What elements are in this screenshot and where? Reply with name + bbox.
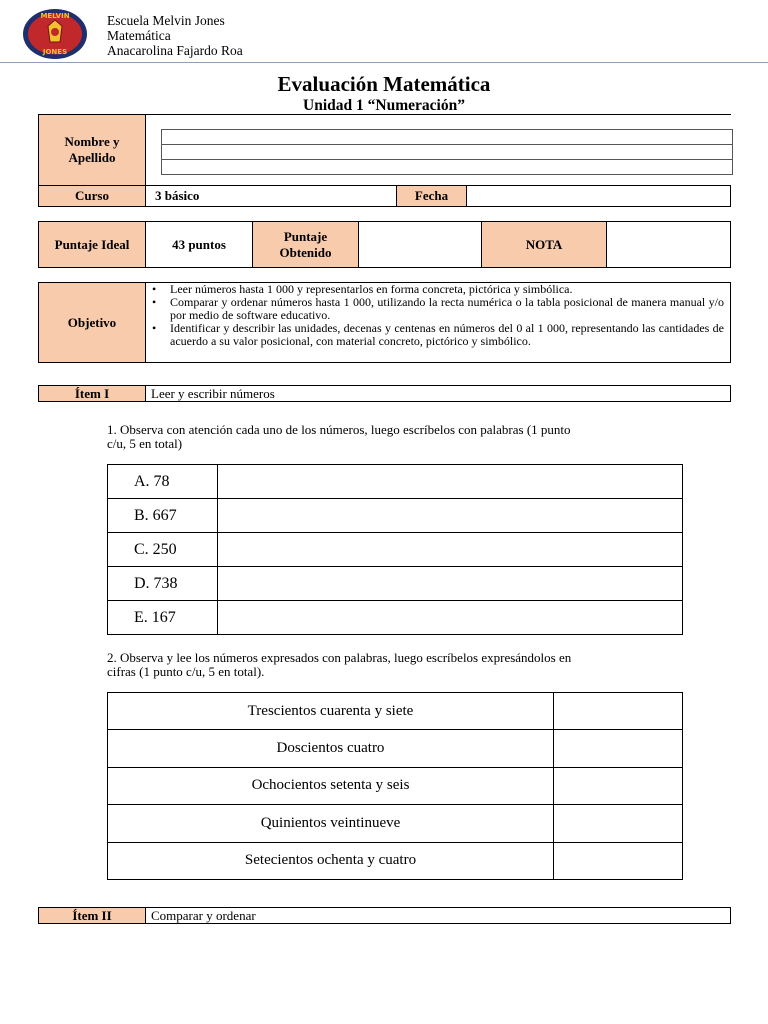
question-2-prompt: 2. Observa y lee los números expresados con palabras, luego escríbelos expresándolos en cifras (1 punto c/u, 5 en total). (107, 650, 572, 679)
item-1-title: Leer y escribir números (146, 386, 731, 402)
words-to-numbers-table (107, 692, 683, 880)
number-label: B. 667 (108, 499, 218, 533)
word-label: Setecientos ochenta y cuatro (108, 842, 554, 879)
name-input-line-1[interactable] (161, 129, 733, 145)
table-row (108, 601, 683, 635)
table-row (108, 533, 683, 567)
word-label: Trescientos cuarenta y siete (108, 693, 554, 730)
answer-cell[interactable] (218, 533, 683, 567)
page-title: Evaluación Matemática (277, 72, 491, 96)
student-info-table (38, 114, 731, 207)
subject-name: Matemática (107, 28, 171, 43)
date-field[interactable] (467, 186, 731, 207)
table-row (108, 499, 683, 533)
ideal-score-label: Puntaje Ideal (39, 222, 146, 268)
objective-list (146, 283, 730, 350)
answer-cell[interactable] (554, 805, 683, 842)
table-row (108, 805, 683, 842)
table-row (108, 693, 683, 730)
course-label: Curso (39, 186, 146, 207)
page-subtitle: Unidad 1 “Numeración” (303, 97, 465, 114)
objective-item: • Leer números hasta 1 000 y representarlos en forma concreta, pictórica y simbólica. (170, 283, 724, 296)
numbers-to-words-table (107, 464, 683, 635)
table-row (108, 767, 683, 804)
objective-table (38, 282, 731, 363)
grade-field[interactable] (607, 222, 731, 268)
table-row (108, 567, 683, 601)
name-label: Nombre y Apellido (39, 115, 146, 186)
header-text (107, 13, 243, 58)
obtained-score-label: Puntaje Obtenido (253, 222, 359, 268)
objective-item: • Comparar y ordenar números hasta 1 000, utilizando la recta numérica o la tabla posicional de manera manual y/o por medio de software educativo. (170, 296, 724, 322)
question-1-prompt: 1. Observa con atención cada uno de los números, luego escríbelos con palabras (1 punto c/u, 5 en total) (107, 422, 571, 451)
school-name: Escuela Melvin Jones (107, 13, 225, 28)
word-label: Quinientos veintinueve (108, 805, 554, 842)
name-input-line-2[interactable] (161, 144, 733, 160)
item-2-title: Comparar y ordenar (146, 908, 731, 924)
table-row (108, 465, 683, 499)
score-table (38, 221, 731, 268)
answer-cell[interactable] (218, 465, 683, 499)
answer-cell[interactable] (218, 601, 683, 635)
name-field[interactable] (146, 115, 731, 186)
grade-label: NOTA (482, 222, 607, 268)
objective-content (146, 283, 731, 363)
item-2-header (38, 907, 731, 924)
svg-text:JONES: JONES (42, 48, 68, 56)
answer-cell[interactable] (554, 693, 683, 730)
answer-cell[interactable] (218, 499, 683, 533)
school-logo (22, 8, 88, 60)
number-label: A. 78 (108, 465, 218, 499)
course-value[interactable]: 3 básico (146, 186, 397, 207)
ideal-score-value: 43 puntos (146, 222, 253, 268)
page-header (0, 0, 768, 64)
date-label: Fecha (397, 186, 467, 207)
number-label: C. 250 (108, 533, 218, 567)
item-1-header (38, 385, 731, 402)
item-2-label: Ítem II (39, 908, 146, 924)
word-label: Doscientos cuatro (108, 730, 554, 767)
word-label: Ochocientos setenta y seis (108, 767, 554, 804)
table-row (108, 730, 683, 767)
answer-cell[interactable] (554, 842, 683, 879)
name-input-line-3[interactable] (161, 159, 733, 175)
objective-label: Objetivo (39, 283, 146, 363)
answer-cell[interactable] (554, 767, 683, 804)
table-row (108, 842, 683, 879)
header-divider (0, 62, 768, 63)
number-label: E. 167 (108, 601, 218, 635)
objective-item: • Identificar y describir las unidades, decenas y centenas en números del 0 al 1 000, representando las cantidades de acuerdo a su valor posicional, con material concreto, pictórico y simbólico. (170, 322, 724, 348)
answer-cell[interactable] (218, 567, 683, 601)
answer-cell[interactable] (554, 730, 683, 767)
svg-text:MELVIN: MELVIN (40, 12, 70, 20)
teacher-name: Anacarolina Fajardo Roa (107, 43, 243, 58)
number-label: D. 738 (108, 567, 218, 601)
item-1-label: Ítem I (39, 386, 146, 402)
obtained-score-field[interactable] (359, 222, 482, 268)
